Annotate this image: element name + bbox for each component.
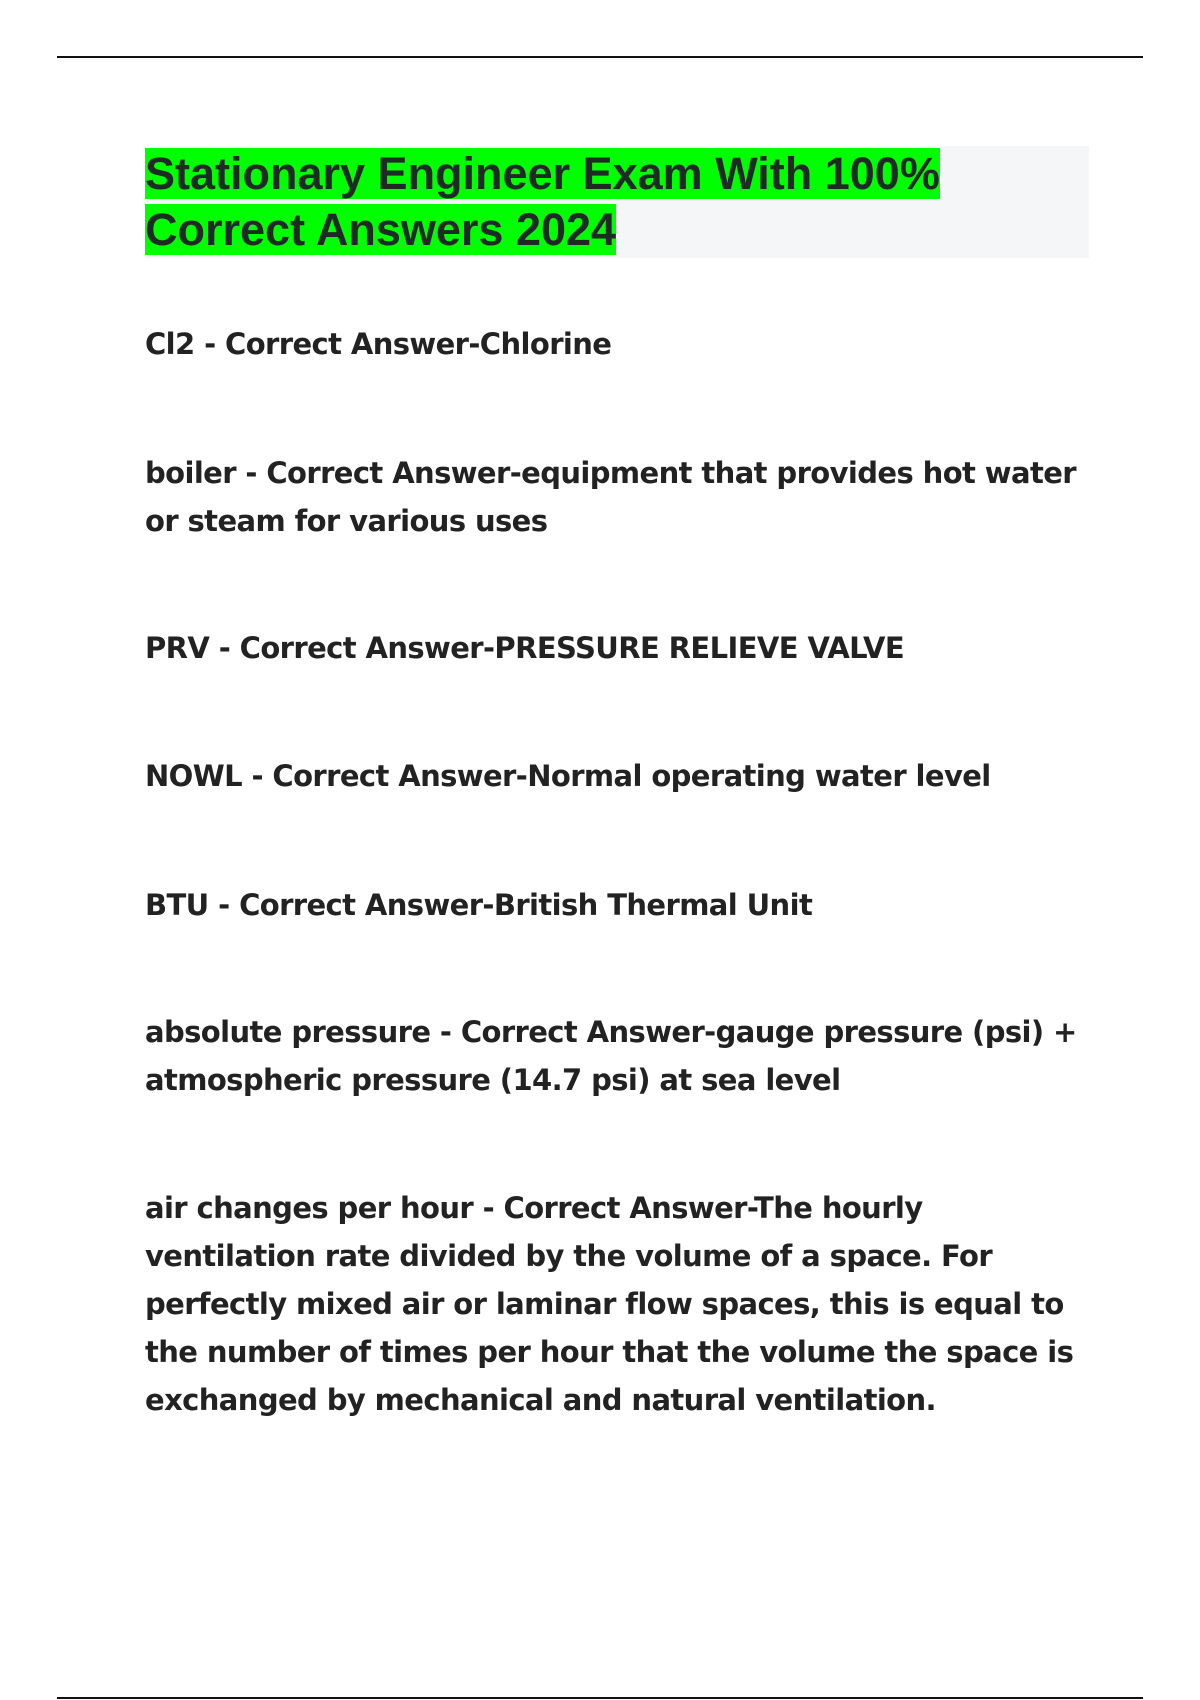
qa-entry-boiler: boiler - Correct Answer-equipment that provides hot water or steam for various uses	[145, 456, 1076, 538]
qa-entry-cl2: Cl2 - Correct Answer-Chlorine	[145, 327, 612, 361]
qa-entry-prv: PRV - Correct Answer-PRESSURE RELIEVE VALVE	[145, 631, 905, 665]
document-title	[145, 146, 1025, 258]
title-line-2: Correct Answers 2024	[145, 204, 617, 255]
qa-entry-btu: BTU - Correct Answer-British Thermal Unit	[145, 888, 813, 922]
top-rule	[57, 56, 1143, 58]
title-line-1: Stationary Engineer Exam With 100%	[145, 148, 940, 199]
qa-entry-absolute-pressure: absolute pressure - Correct Answer-gauge pressure (psi) + atmospheric pressure (14.7 psi) at sea level	[145, 1015, 1077, 1097]
qa-entry-nowl: NOWL - Correct Answer-Normal operating water level	[145, 759, 991, 793]
qa-entry-air-changes-per-hour: air changes per hour - Correct Answer-The hourly ventilation rate divided by the volume of a space. For perfectly mixed air or laminar flow spaces, this is equal to the number of times per hour that the volume the space is exchanged by mechanical and natural ventilation.	[145, 1191, 1074, 1417]
bottom-rule	[57, 1697, 1143, 1699]
